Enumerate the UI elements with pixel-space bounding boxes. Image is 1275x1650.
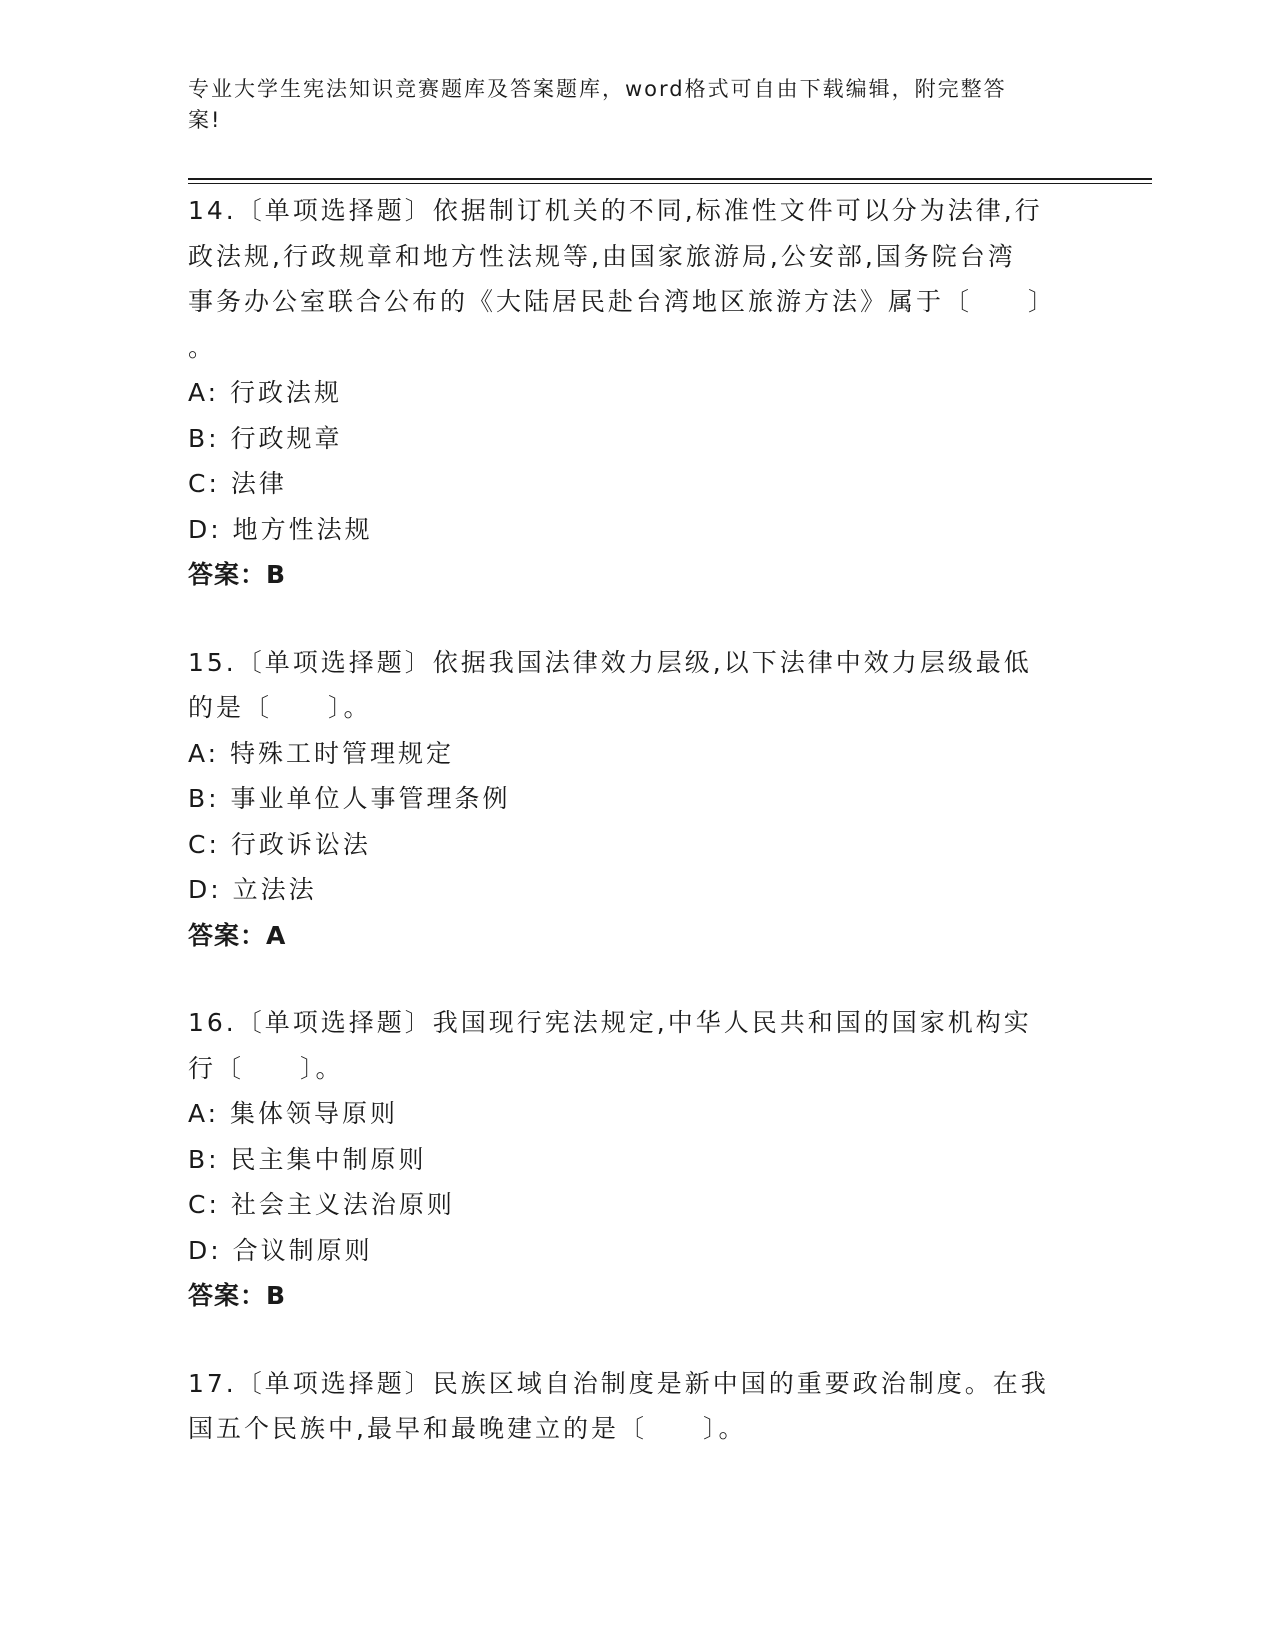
option-a: A: 特殊工时管理规定 xyxy=(188,738,455,768)
question-14 xyxy=(188,188,1088,598)
answer: 答案：A xyxy=(188,920,287,950)
option-c: C: 行政诉讼法 xyxy=(188,829,371,859)
option-a: A: 集体领导原则 xyxy=(188,1099,399,1128)
header-divider-thin xyxy=(188,183,1152,184)
document-header xyxy=(188,74,1068,136)
option-b: B: 行政规章 xyxy=(188,423,343,453)
question-15 xyxy=(188,640,1088,959)
option-b: B: 民主集中制原则 xyxy=(188,1144,427,1174)
header-divider-thick xyxy=(188,178,1152,180)
question-text-line: 行〔 〕。 xyxy=(188,1053,344,1083)
question-text-line: 16.〔单项选择题〕我国现行宪法规定,中华人民共和国的国家机构实 xyxy=(188,1008,1032,1037)
question-text-line: 国五个民族中,最早和最晚建立的是〔 〕。 xyxy=(188,1414,747,1443)
option-c: C: 社会主义法治原则 xyxy=(188,1190,455,1219)
question-text-line: 15.〔单项选择题〕依据我国法律效力层级,以下法律中效力层级最低 xyxy=(188,647,1032,677)
question-text-line: 的是〔 〕。 xyxy=(188,693,372,722)
header-line-2: 案! xyxy=(188,108,222,132)
answer: 答案：B xyxy=(188,1281,287,1310)
option-d: D: 地方性法规 xyxy=(188,514,373,544)
option-a: A: 行政法规 xyxy=(188,378,343,407)
question-17 xyxy=(188,1361,1088,1452)
option-b: B: 事业单位人事管理条例 xyxy=(188,784,511,813)
option-c: C: 法律 xyxy=(188,469,287,498)
option-d: D: 立法法 xyxy=(188,875,317,904)
question-text-line: 事务办公室联合公布的《大陆居民赴台湾地区旅游方法》属于〔 〕 xyxy=(188,287,1057,316)
option-d: D: 合议制原则 xyxy=(188,1235,373,1265)
question-text-line: 14.〔单项选择题〕依据制订机关的不同,标准性文件可以分为法律,行 xyxy=(188,196,1043,225)
question-text-line: 17.〔单项选择题〕民族区域自治制度是新中国的重要政治制度。在我 xyxy=(188,1368,1049,1398)
header-line-1: 专业大学生宪法知识竞赛题库及答案题库，word格式可自由下载编辑，附完整答 xyxy=(188,77,1007,101)
question-text-line: 政法规,行政规章和地方性法规等,由国家旅游局,公安部,国务院台湾 xyxy=(188,241,1016,271)
answer: 答案：B xyxy=(188,560,287,589)
question-list xyxy=(188,188,1088,1494)
question-text-line: 。 xyxy=(188,332,217,362)
question-16 xyxy=(188,1000,1088,1319)
